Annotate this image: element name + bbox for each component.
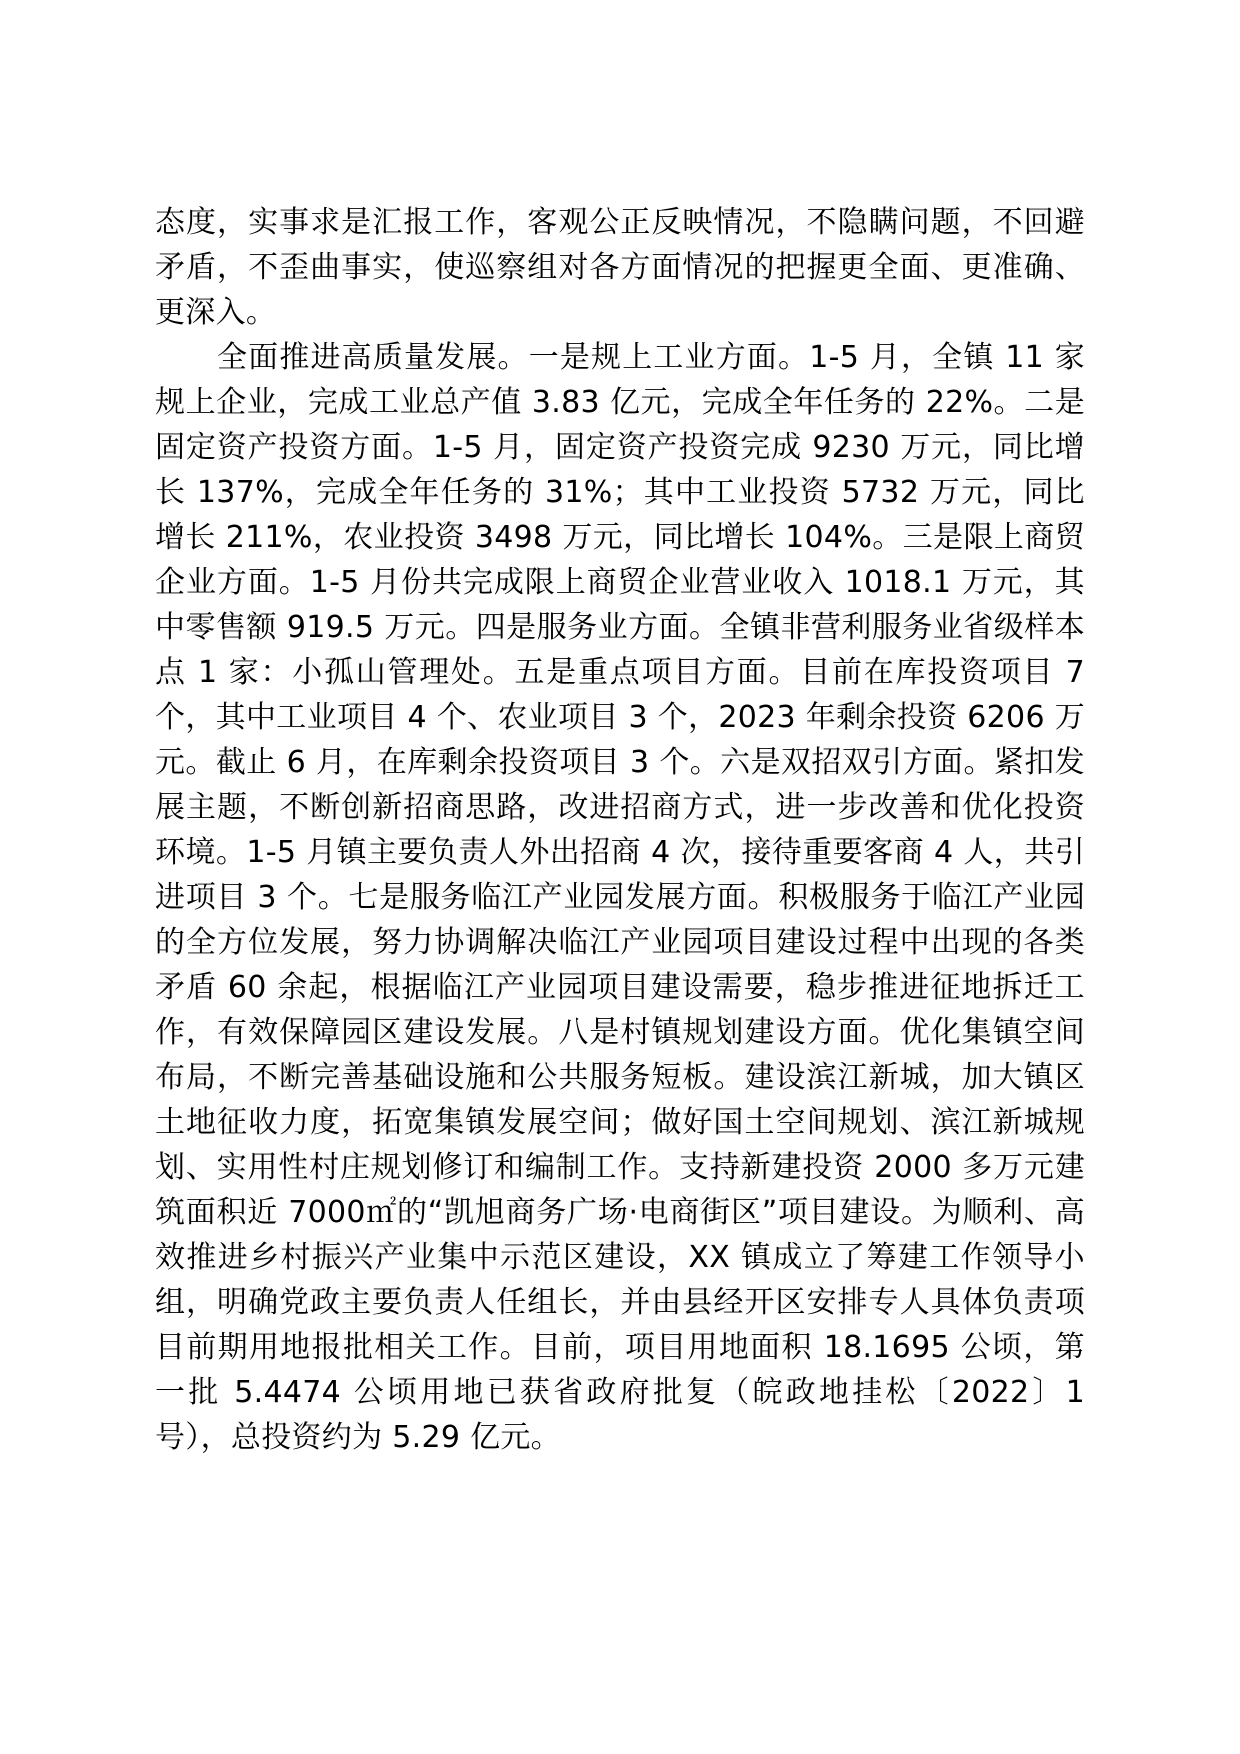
paragraph-continuation: 态度，实事求是汇报工作，客观公正反映情况，不隐瞒问题，不回避矛盾，不歪曲事实，使巡察组对各方面情况的把握更全面、更准确、更深入。	[155, 205, 1085, 330]
document-body	[155, 200, 1085, 1460]
paragraph-high-quality-development: 全面推进高质量发展。一是规上工业方面。1-5 月，全镇 11 家规上企业，完成工业总产值 3.83 亿元，完成全年任务的 22%。二是固定资产投资方面。1-5 月，固定资产投资完成 9230 万元，同比增长 137%，完成全年任务的 31%；其中工业投资 5732 万元，同比增长 211%，农业投资 3498 万元，同比增长 104%。三是限上商贸企业方面。1-5 月份共完成限上商贸企业营业收入 1018.1 万元，其中零售额 919.5 万元。四是服务业方面。全镇非营利服务业省级样本点 1 家：小孤山管理处。五是重点项目方面。目前在库投资项目 7 个，其中工业项目 4 个、农业项目 3 个，2023 年剩余投资 6206 万元。截止 6 月，在库剩余投资项目 3 个。六是双招双引方面。紧扣发展主题，不断创新招商思路，改进招商方式，进一步改善和优化投资环境。1-5 月镇主要负责人外出招商 4 次，接待重要客商 4 人，共引进项目 3 个。七是服务临江产业园发展方面。积极服务于临江产业园的全方位发展，努力协调解决临江产业园项目建设过程中出现的各类矛盾 60 余起，根据临江产业园项目建设需要，稳步推进征地拆迁工作，有效保障园区建设发展。八是村镇规划建设方面。优化集镇空间布局，不断完善基础设施和公共服务短板。建设滨江新城，加大镇区土地征收力度，拓宽集镇发展空间；做好国土空间规划、滨江新城规划、实用性村庄规划修订和编制工作。支持新建投资 2000 多万元建筑面积近 7000㎡的“凯旭商务广场·电商街区”项目建设。为顺利、高效推进乡村振兴产业集中示范区建设，XX 镇成立了筹建工作领导小组，明确党政主要负责人任组长，并由县经开区安排专人具体负责项目前期用地报批相关工作。目前，项目用地面积 18.1695 公顷，第一批 5.4474 公顷用地已获省政府批复（皖政地挂松〔2022〕1 号），总投资约为 5.29 亿元。	[155, 340, 1085, 1455]
